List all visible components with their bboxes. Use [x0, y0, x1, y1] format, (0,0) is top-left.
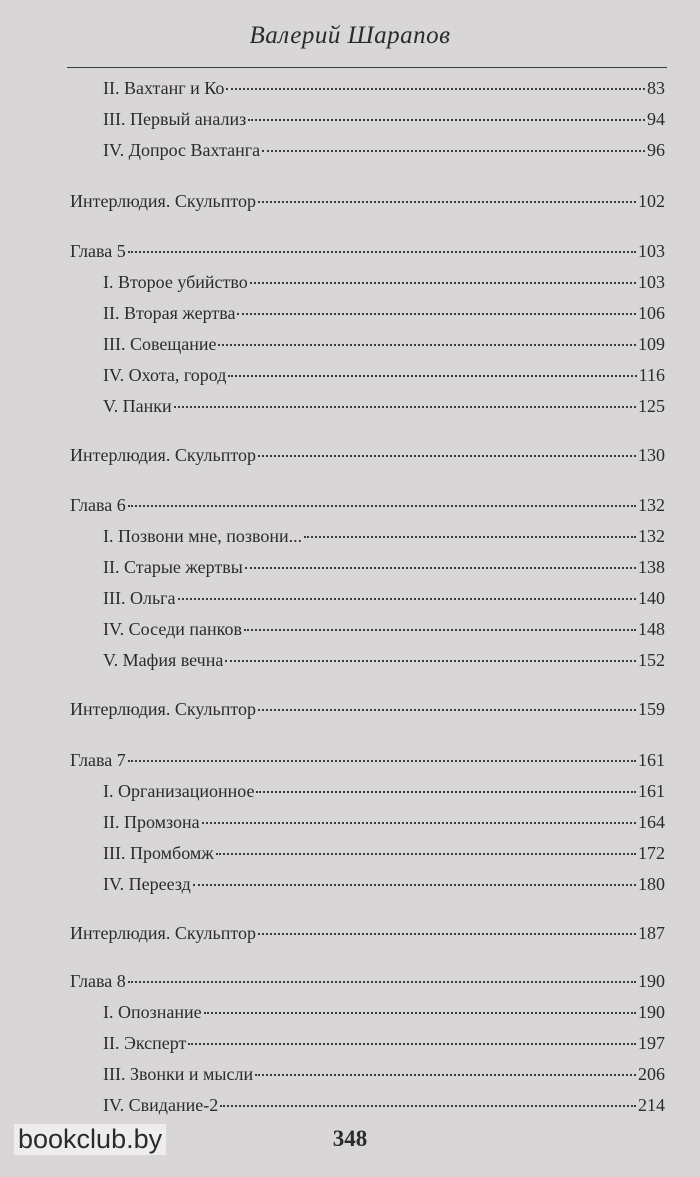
toc-entry-title: II. Промзона — [103, 812, 200, 832]
dot-leader — [248, 119, 645, 121]
dot-leader — [193, 884, 636, 886]
running-head: Валерий Шарапов — [249, 22, 451, 49]
toc-entry-page: 206 — [638, 1064, 665, 1084]
dot-leader — [258, 201, 636, 203]
toc-subentry — [103, 588, 665, 616]
dot-leader — [256, 791, 636, 793]
toc-entry-title: I. Второе убийство — [103, 272, 248, 292]
dot-leader — [178, 598, 636, 600]
dot-leader — [220, 1105, 636, 1107]
toc-entry-page: 125 — [638, 396, 665, 416]
toc-subentry — [103, 396, 665, 424]
toc-subentry — [103, 557, 665, 585]
dot-leader — [304, 536, 636, 538]
toc-subentry — [103, 303, 665, 331]
toc-entry-title: III. Звонки и мысли — [103, 1064, 254, 1084]
toc-entry-title: III. Ольга — [103, 588, 176, 608]
toc-entry-title: V. Мафия вечна — [103, 650, 224, 670]
toc-entry-title: II. Старые жертвы — [103, 557, 243, 577]
dot-leader — [258, 709, 636, 711]
toc-entry-title: III. Промбомж — [103, 843, 214, 863]
toc-subentry — [103, 1033, 665, 1061]
toc-subentry — [103, 109, 665, 137]
header-rule — [67, 67, 667, 68]
toc-entry-title: IV. Допрос Вахтанга — [103, 140, 261, 160]
toc-entry-title: Глава 5 — [70, 241, 126, 261]
toc-entry-page: 190 — [638, 1002, 665, 1022]
toc-entry-title: Интерлюдия. Скульптор — [70, 445, 256, 465]
dot-leader — [258, 455, 636, 457]
dot-leader — [237, 313, 636, 315]
toc-subentry — [103, 619, 665, 647]
toc-entry-title: IV. Соседи панков — [103, 619, 242, 639]
toc-entry-title: I. Организационное — [103, 781, 255, 801]
dot-leader — [188, 1043, 636, 1045]
toc-entry-page: 83 — [647, 78, 665, 98]
toc-entry-title: V. Панки — [103, 396, 172, 416]
toc-entry-title: IV. Переезд — [103, 874, 191, 894]
toc-entry-page: 159 — [638, 699, 665, 719]
toc-subentry — [103, 1002, 665, 1030]
toc-entry-page: 172 — [638, 843, 665, 863]
toc-entry-title: I. Опознание — [103, 1002, 202, 1022]
toc-subentry — [103, 1064, 665, 1092]
dot-leader — [128, 505, 636, 507]
toc-entry-page: 103 — [638, 241, 665, 261]
toc-subentry — [103, 78, 665, 106]
toc-section-entry — [70, 971, 665, 999]
toc-subentry — [103, 526, 665, 554]
toc-entry-title: Глава 7 — [70, 750, 126, 770]
watermark: bookclub.by — [14, 1124, 166, 1155]
toc-subentry — [103, 334, 665, 362]
dot-leader — [216, 853, 636, 855]
toc-entry-page: 109 — [638, 334, 665, 354]
toc-entry-title: II. Вахтанг и Ко — [103, 78, 225, 98]
toc-section-entry — [70, 699, 665, 727]
toc-entry-page: 132 — [638, 495, 665, 515]
toc-entry-page: 164 — [638, 812, 665, 832]
toc-subentry — [103, 812, 665, 840]
toc-entry-page: 140 — [638, 588, 665, 608]
toc-section-entry — [70, 445, 665, 473]
toc-entry-page: 103 — [638, 272, 665, 292]
toc-entry-page: 102 — [638, 191, 665, 211]
dot-leader — [225, 660, 636, 662]
toc-section-entry — [70, 241, 665, 269]
dot-leader — [218, 344, 636, 346]
toc-entry-page: 148 — [638, 619, 665, 639]
dot-leader — [255, 1074, 636, 1076]
toc-entry-page: 94 — [647, 109, 665, 129]
dot-leader — [202, 822, 636, 824]
toc-subentry — [103, 874, 665, 902]
toc-entry-title: II. Эксперт — [103, 1033, 187, 1053]
toc-entry-page: 214 — [638, 1095, 665, 1115]
toc-entry-title: III. Совещание — [103, 334, 217, 354]
dot-leader — [128, 251, 636, 253]
toc-section-entry — [70, 191, 665, 219]
toc-entry-page: 116 — [638, 365, 665, 385]
dot-leader — [226, 88, 645, 90]
toc-entry-page: 187 — [638, 923, 665, 943]
toc-entry-page: 152 — [638, 650, 665, 670]
toc-entry-title: II. Вторая жертва — [103, 303, 236, 323]
toc-section-entry — [70, 750, 665, 778]
toc-entry-page: 180 — [638, 874, 665, 894]
dot-leader — [128, 760, 636, 762]
dot-leader — [244, 629, 636, 631]
toc-subentry — [103, 1095, 665, 1123]
toc-entry-title: Глава 6 — [70, 495, 126, 515]
toc-section-entry — [70, 923, 665, 951]
dot-leader — [262, 150, 645, 152]
toc-entry-page: 96 — [647, 140, 665, 160]
toc-entry-title: Интерлюдия. Скульптор — [70, 699, 256, 719]
toc-entry-page: 130 — [638, 445, 665, 465]
dot-leader — [258, 933, 636, 935]
dot-leader — [174, 406, 636, 408]
toc-entry-title: Интерлюдия. Скульптор — [70, 191, 256, 211]
toc-subentry — [103, 272, 665, 300]
toc-entry-title: I. Позвони мне, позвони... — [103, 526, 303, 546]
page-number: 348 — [332, 1126, 368, 1151]
dot-leader — [250, 282, 636, 284]
toc-subentry — [103, 650, 665, 678]
toc-entry-page: 106 — [638, 303, 665, 323]
toc-entry-title: Интерлюдия. Скульптор — [70, 923, 256, 943]
dot-leader — [228, 375, 636, 377]
toc-subentry — [103, 365, 665, 393]
toc-section-entry — [70, 495, 665, 523]
toc-entry-page: 132 — [638, 526, 665, 546]
toc-entry-page: 197 — [638, 1033, 665, 1053]
toc-subentry — [103, 843, 665, 871]
toc-entry-title: IV. Свидание-2 — [103, 1095, 219, 1115]
toc-entry-page: 190 — [638, 971, 665, 991]
toc-entry-page: 161 — [638, 781, 665, 801]
dot-leader — [245, 567, 636, 569]
toc-entry-title: IV. Охота, город — [103, 365, 227, 385]
toc-entry-title: III. Первый анализ — [103, 109, 247, 129]
dot-leader — [204, 1012, 636, 1014]
toc-entry-page: 138 — [638, 557, 665, 577]
toc-subentry — [103, 140, 665, 168]
toc-entry-title: Глава 8 — [70, 971, 126, 991]
dot-leader — [128, 981, 636, 983]
toc-subentry — [103, 781, 665, 809]
toc-entry-page: 161 — [638, 750, 665, 770]
